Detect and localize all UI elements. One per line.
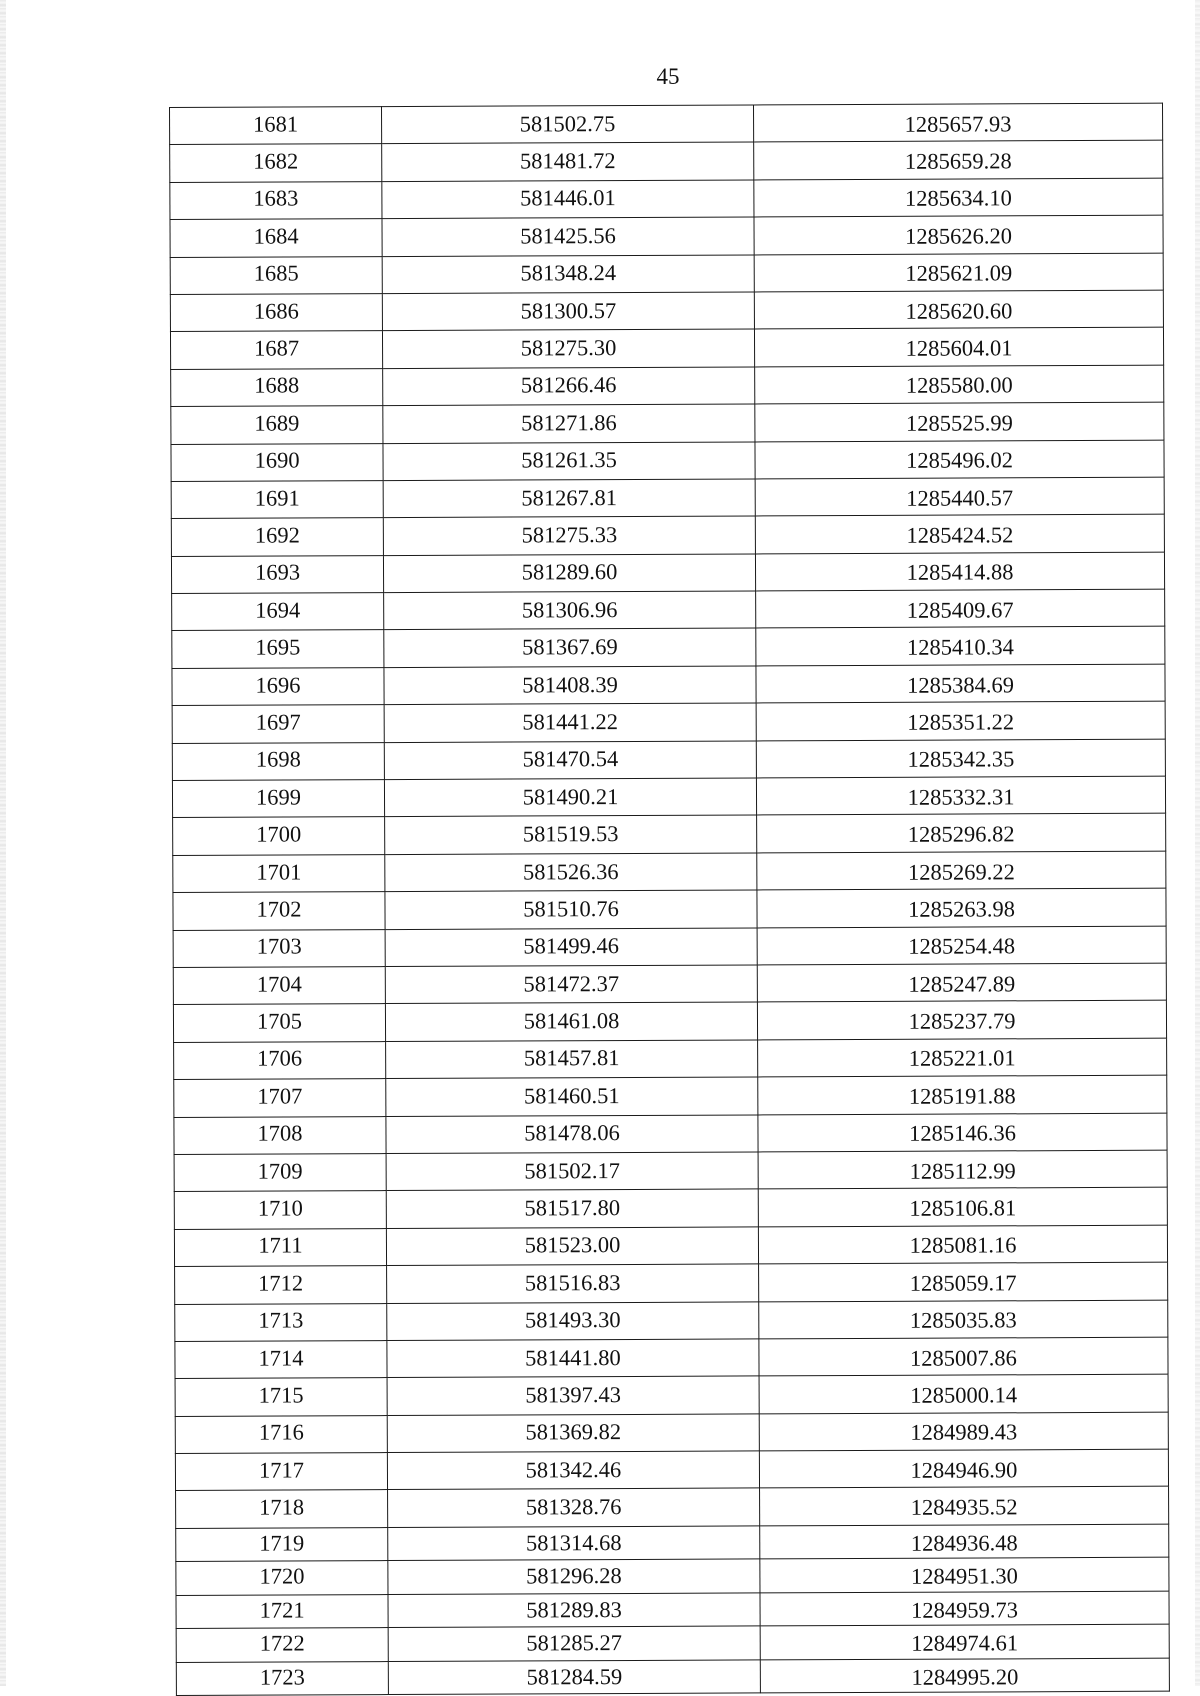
cell-y-coordinate: 1285414.88: [755, 552, 1164, 591]
cell-x-coordinate: 581367.69: [384, 628, 756, 667]
cell-point-id: 1684: [170, 219, 382, 257]
table-row: [172, 739, 1165, 781]
table-row: [176, 1557, 1169, 1595]
cell-point-id: 1682: [170, 144, 382, 182]
cell-x-coordinate: 581397.43: [387, 1376, 759, 1415]
cell-y-coordinate: 1285657.93: [753, 103, 1162, 142]
cell-y-coordinate: 1284989.43: [759, 1412, 1168, 1451]
cell-point-id: 1696: [172, 667, 384, 705]
cell-x-coordinate: 581461.08: [385, 1002, 757, 1041]
scan-edge-left: [0, 0, 6, 1686]
cell-y-coordinate: 1285440.57: [755, 477, 1164, 516]
table-row: [176, 1658, 1169, 1696]
page-number: 45: [656, 64, 680, 89]
cell-y-coordinate: 1285296.82: [757, 814, 1166, 853]
table-row: [174, 1150, 1167, 1192]
cell-x-coordinate: 581261.35: [383, 441, 755, 480]
cell-point-id: 1683: [170, 181, 382, 219]
cell-point-id: 1716: [175, 1415, 387, 1453]
cell-x-coordinate: 581275.33: [383, 516, 755, 555]
table-row: [170, 178, 1163, 220]
cell-y-coordinate: 1284951.30: [760, 1557, 1169, 1592]
table-row: [175, 1337, 1168, 1379]
cell-x-coordinate: 581446.01: [382, 180, 754, 219]
cell-point-id: 1692: [171, 518, 383, 556]
table-row: [171, 552, 1164, 594]
table-row: [175, 1262, 1168, 1304]
cell-y-coordinate: 1285106.81: [758, 1187, 1167, 1226]
cell-y-coordinate: 1285659.28: [754, 141, 1163, 180]
table-row: [172, 701, 1165, 743]
table-row: [170, 328, 1163, 370]
cell-y-coordinate: 1285580.00: [755, 365, 1164, 404]
cell-point-id: 1700: [173, 817, 385, 855]
table-row: [171, 402, 1164, 444]
cell-y-coordinate: 1284946.90: [759, 1449, 1168, 1488]
cell-x-coordinate: 581314.68: [388, 1526, 760, 1561]
cell-x-coordinate: 581516.83: [387, 1264, 759, 1303]
table-row: [174, 1075, 1167, 1117]
cell-point-id: 1711: [174, 1228, 386, 1266]
table-row: [172, 589, 1165, 631]
cell-point-id: 1699: [172, 780, 384, 818]
cell-x-coordinate: 581408.39: [384, 666, 756, 705]
cell-x-coordinate: 581369.82: [387, 1414, 759, 1453]
cell-x-coordinate: 581441.80: [387, 1339, 759, 1378]
cell-x-coordinate: 581510.76: [385, 890, 757, 929]
cell-y-coordinate: 1285604.01: [754, 328, 1163, 367]
cell-point-id: 1681: [170, 107, 382, 145]
cell-point-id: 1715: [175, 1378, 387, 1416]
table-row: [170, 290, 1163, 332]
cell-point-id: 1717: [175, 1453, 387, 1491]
cell-point-id: 1721: [176, 1594, 388, 1628]
table-row: [175, 1449, 1168, 1491]
cell-x-coordinate: 581342.46: [387, 1451, 759, 1490]
table-row: [170, 103, 1163, 145]
cell-y-coordinate: 1285496.02: [755, 440, 1164, 479]
table-row: [173, 814, 1166, 856]
table-row: [173, 888, 1166, 930]
cell-x-coordinate: 581526.36: [385, 853, 757, 892]
table-row: [175, 1412, 1168, 1454]
cell-x-coordinate: 581328.76: [388, 1488, 760, 1527]
cell-x-coordinate: 581517.80: [386, 1189, 758, 1228]
cell-point-id: 1705: [173, 1004, 385, 1042]
coordinates-table: [169, 103, 1170, 1696]
cell-y-coordinate: 1285621.09: [754, 253, 1163, 292]
table-row: [171, 514, 1164, 556]
cell-point-id: 1687: [170, 331, 382, 369]
cell-point-id: 1685: [170, 256, 382, 294]
cell-x-coordinate: 581289.83: [388, 1593, 760, 1628]
cell-x-coordinate: 581300.57: [382, 292, 754, 331]
cell-point-id: 1694: [172, 593, 384, 631]
table-row: [174, 1113, 1167, 1155]
table-row: [173, 1001, 1166, 1043]
cell-y-coordinate: 1285620.60: [754, 290, 1163, 329]
cell-x-coordinate: 581296.28: [388, 1559, 760, 1594]
table-row: [176, 1624, 1169, 1662]
table-row: [172, 664, 1165, 706]
cell-x-coordinate: 581284.59: [388, 1660, 760, 1695]
cell-point-id: 1707: [174, 1079, 386, 1117]
cell-x-coordinate: 581457.81: [386, 1040, 758, 1079]
cell-point-id: 1693: [171, 555, 383, 593]
table-row: [170, 141, 1163, 183]
cell-y-coordinate: 1285525.99: [755, 402, 1164, 441]
cell-y-coordinate: 1285384.69: [756, 664, 1165, 703]
table-row: [172, 776, 1165, 818]
cell-x-coordinate: 581306.96: [384, 591, 756, 630]
cell-x-coordinate: 581490.21: [384, 778, 756, 817]
cell-x-coordinate: 581267.81: [383, 479, 755, 518]
cell-y-coordinate: 1284995.20: [760, 1658, 1169, 1693]
cell-point-id: 1698: [172, 742, 384, 780]
table-row: [173, 851, 1166, 893]
cell-x-coordinate: 581289.60: [383, 554, 755, 593]
cell-x-coordinate: 581502.75: [382, 105, 754, 144]
cell-y-coordinate: 1285000.14: [759, 1374, 1168, 1413]
table-row: [174, 1038, 1167, 1080]
table-row: [170, 253, 1163, 295]
table-row: [171, 365, 1164, 407]
cell-point-id: 1702: [173, 892, 385, 930]
cell-point-id: 1714: [175, 1340, 387, 1378]
table-row: [176, 1591, 1169, 1629]
cell-y-coordinate: 1284959.73: [760, 1591, 1169, 1626]
table-row: [171, 477, 1164, 519]
coordinates-table-body: [170, 103, 1170, 1696]
cell-x-coordinate: 581275.30: [382, 329, 754, 368]
cell-x-coordinate: 581493.30: [387, 1301, 759, 1340]
cell-point-id: 1708: [174, 1116, 386, 1154]
cell-point-id: 1695: [172, 630, 384, 668]
cell-point-id: 1704: [173, 967, 385, 1005]
cell-x-coordinate: 581519.53: [385, 815, 757, 854]
cell-y-coordinate: 1285007.86: [759, 1337, 1168, 1376]
cell-y-coordinate: 1285081.16: [758, 1225, 1167, 1264]
cell-x-coordinate: 581348.24: [382, 255, 754, 294]
cell-y-coordinate: 1285409.67: [756, 589, 1165, 628]
cell-point-id: 1718: [176, 1490, 388, 1528]
table-row: [173, 963, 1166, 1005]
cell-y-coordinate: 1285332.31: [756, 776, 1165, 815]
table-row: [173, 926, 1166, 968]
cell-point-id: 1709: [174, 1154, 386, 1192]
cell-y-coordinate: 1285626.20: [754, 215, 1163, 254]
cell-y-coordinate: 1285351.22: [756, 701, 1165, 740]
cell-point-id: 1703: [173, 929, 385, 967]
cell-x-coordinate: 581460.51: [386, 1077, 758, 1116]
cell-point-id: 1719: [176, 1527, 388, 1561]
table-row: [174, 1225, 1167, 1267]
cell-y-coordinate: 1285634.10: [754, 178, 1163, 217]
cell-point-id: 1712: [175, 1266, 387, 1304]
cell-point-id: 1722: [176, 1628, 388, 1662]
cell-y-coordinate: 1284974.61: [760, 1624, 1169, 1659]
cell-x-coordinate: 581470.54: [384, 741, 756, 780]
table-row: [171, 440, 1164, 482]
cell-point-id: 1688: [171, 368, 383, 406]
cell-point-id: 1690: [171, 443, 383, 481]
table-row: [175, 1300, 1168, 1342]
cell-y-coordinate: 1285146.36: [758, 1113, 1167, 1152]
cell-x-coordinate: 581478.06: [386, 1114, 758, 1153]
table-row: [175, 1374, 1168, 1416]
cell-x-coordinate: 581266.46: [383, 367, 755, 406]
cell-y-coordinate: 1285254.48: [757, 926, 1166, 965]
cell-point-id: 1691: [171, 480, 383, 518]
cell-point-id: 1686: [170, 294, 382, 332]
cell-y-coordinate: 1285059.17: [759, 1262, 1168, 1301]
table-row: [170, 215, 1163, 257]
cell-point-id: 1697: [172, 705, 384, 743]
cell-x-coordinate: 581481.72: [382, 142, 754, 181]
cell-y-coordinate: 1285247.89: [757, 963, 1166, 1002]
cell-x-coordinate: 581441.22: [384, 703, 756, 742]
cell-y-coordinate: 1284936.48: [760, 1524, 1169, 1559]
table-row: [176, 1487, 1169, 1529]
cell-point-id: 1713: [175, 1303, 387, 1341]
table-row: [172, 627, 1165, 669]
cell-y-coordinate: 1285221.01: [758, 1038, 1167, 1077]
cell-x-coordinate: 581523.00: [386, 1227, 758, 1266]
cell-y-coordinate: 1285035.83: [759, 1300, 1168, 1339]
cell-y-coordinate: 1285237.79: [757, 1001, 1166, 1040]
cell-point-id: 1710: [174, 1191, 386, 1229]
cell-x-coordinate: 581285.27: [388, 1626, 760, 1661]
cell-x-coordinate: 581271.86: [383, 404, 755, 443]
cell-x-coordinate: 581499.46: [385, 928, 757, 967]
cell-y-coordinate: 1285191.88: [758, 1075, 1167, 1114]
cell-y-coordinate: 1285112.99: [758, 1150, 1167, 1189]
cell-point-id: 1706: [174, 1041, 386, 1079]
cell-point-id: 1701: [173, 854, 385, 892]
cell-x-coordinate: 581472.37: [385, 965, 757, 1004]
cell-y-coordinate: 1285263.98: [757, 888, 1166, 927]
scan-edge-right: [1195, 0, 1200, 1686]
cell-y-coordinate: 1285269.22: [757, 851, 1166, 890]
table-row: [174, 1187, 1167, 1229]
cell-point-id: 1720: [176, 1561, 388, 1595]
cell-y-coordinate: 1285342.35: [756, 739, 1165, 778]
cell-x-coordinate: 581425.56: [382, 217, 754, 256]
cell-x-coordinate: 581502.17: [386, 1152, 758, 1191]
cell-y-coordinate: 1285410.34: [756, 627, 1165, 666]
table-row: [176, 1524, 1169, 1562]
cell-point-id: 1723: [176, 1661, 388, 1695]
cell-y-coordinate: 1284935.52: [760, 1487, 1169, 1526]
cell-y-coordinate: 1285424.52: [755, 514, 1164, 553]
cell-point-id: 1689: [171, 406, 383, 444]
